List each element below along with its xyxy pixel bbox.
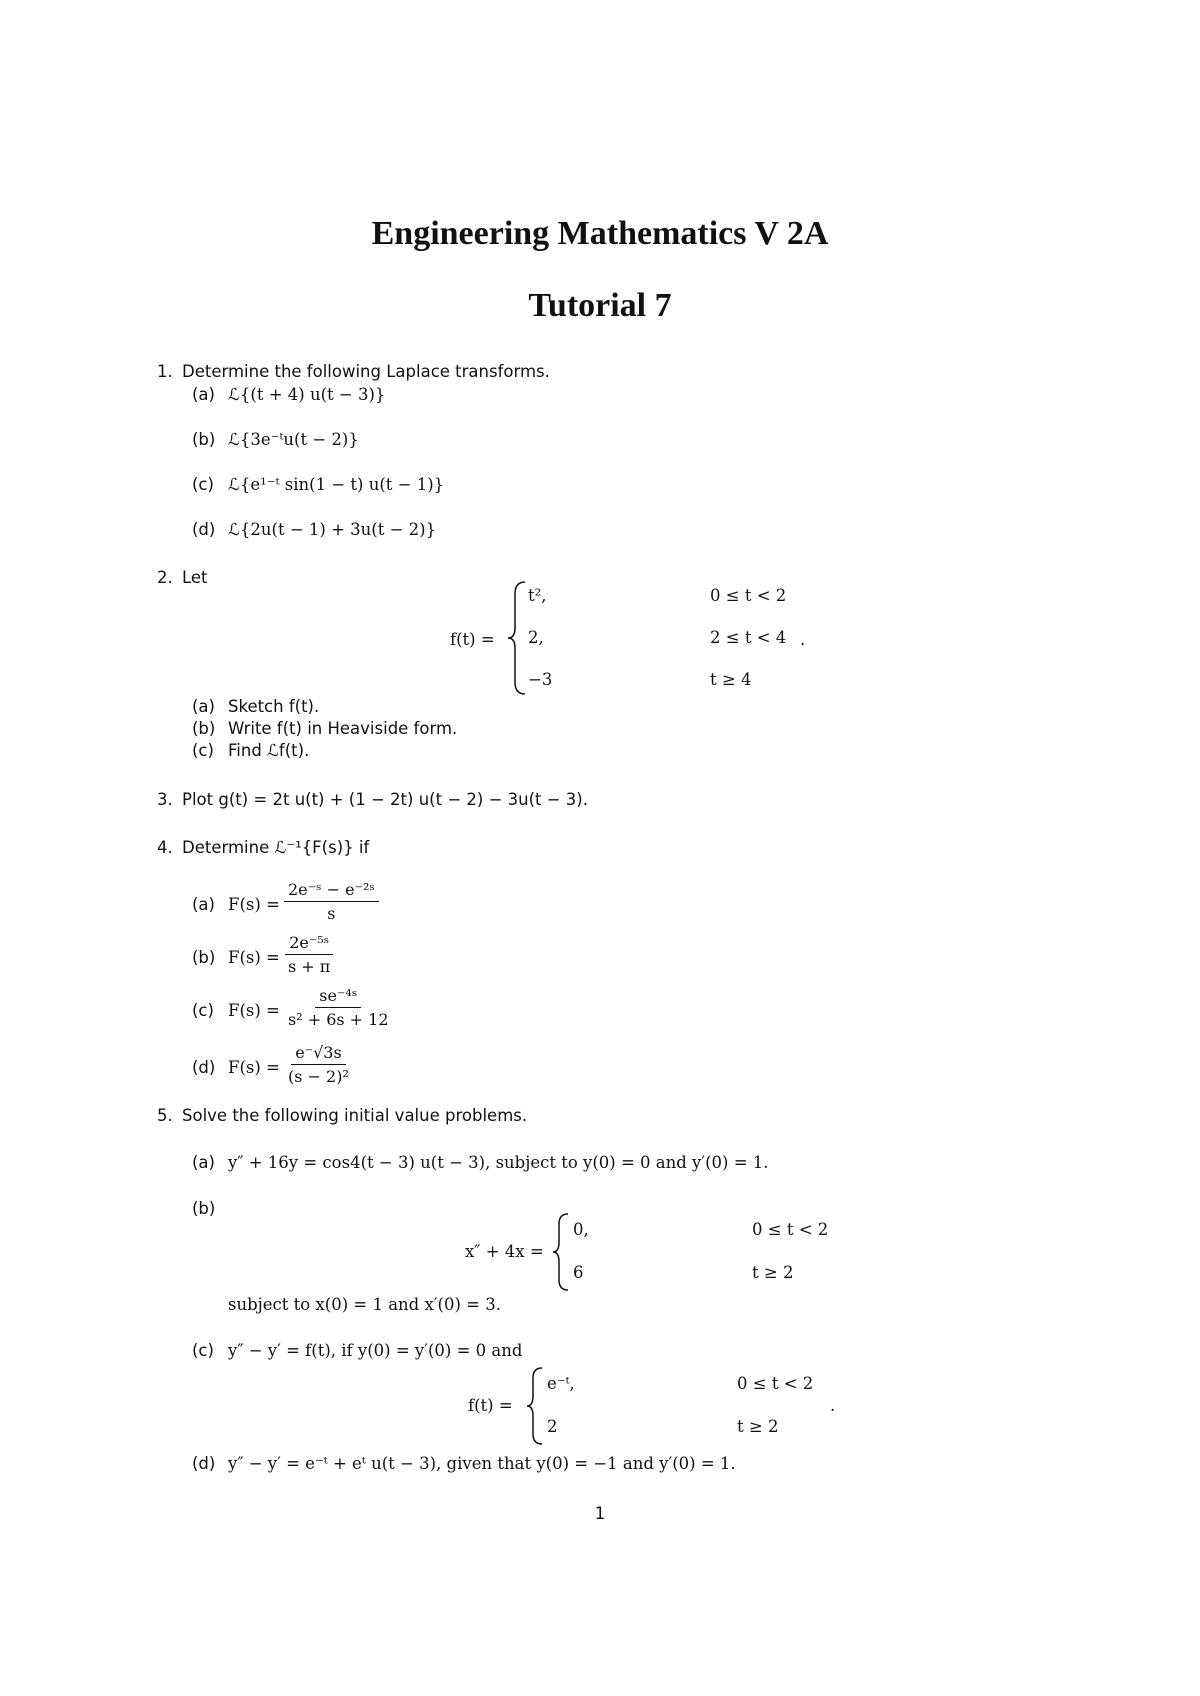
q4a-fraction bbox=[284, 880, 379, 923]
q2-case1-value: t², bbox=[528, 586, 547, 605]
q4d-label: (d) bbox=[192, 1058, 216, 1077]
q2-end-period: . bbox=[800, 630, 806, 649]
q5c-label: (c) bbox=[192, 1341, 214, 1360]
q5c-text: y″ − y′ = f(t), if y(0) = y′(0) = 0 and bbox=[228, 1341, 523, 1360]
q2-lhs: f(t) = bbox=[450, 630, 495, 649]
q5c-end-period: . bbox=[830, 1396, 836, 1415]
q4a-numerator: 2e⁻ˢ − e⁻²ˢ bbox=[284, 880, 379, 902]
q4c-label: (c) bbox=[192, 1001, 214, 1020]
q5c-lhs: f(t) = bbox=[468, 1396, 513, 1415]
q4b-fraction bbox=[284, 933, 334, 976]
q4c-numerator: se⁻⁴ˢ bbox=[315, 986, 361, 1008]
q1d-expr: ℒ{2u(t − 1) + 3u(t − 2)} bbox=[228, 520, 437, 539]
q2b-text: Write f(t) in Heaviside form. bbox=[228, 719, 458, 738]
q5a-label: (a) bbox=[192, 1153, 215, 1172]
tutorial-title: Tutorial 7 bbox=[528, 287, 672, 324]
q5c-case2-cond: t ≥ 2 bbox=[737, 1417, 779, 1436]
q2c-text: Find ℒf(t). bbox=[228, 741, 310, 760]
left-brace-icon bbox=[550, 1212, 574, 1292]
q2c-label: (c) bbox=[192, 741, 214, 760]
q2-text: Let bbox=[182, 568, 208, 587]
q2-number: 2. bbox=[157, 568, 173, 587]
q4c-fraction bbox=[284, 986, 393, 1029]
q3-number: 3. bbox=[157, 790, 173, 809]
q2-case2-cond: 2 ≤ t < 4 bbox=[710, 628, 787, 647]
q5d-text: y″ − y′ = e⁻ᵗ + eᵗ u(t − 3), given that y(0) = −1 and y′(0) = 1. bbox=[228, 1454, 736, 1473]
q4d-fraction bbox=[284, 1043, 353, 1086]
q3-text: Plot g(t) = 2t u(t) + (1 − 2t) u(t − 2) − 3u(t − 3). bbox=[182, 790, 588, 809]
q5c-case2-value: 2 bbox=[547, 1417, 558, 1436]
q5b-subject: subject to x(0) = 1 and x′(0) = 3. bbox=[228, 1295, 501, 1314]
q1d-label: (d) bbox=[192, 520, 216, 539]
q5b-case2-value: 6 bbox=[573, 1263, 584, 1282]
q4d-numerator: e⁻√3s bbox=[291, 1043, 346, 1065]
q4a-lhs: F(s) = bbox=[228, 895, 280, 914]
course-title: Engineering Mathematics V 2A bbox=[371, 215, 829, 252]
q2-case2-value: 2, bbox=[528, 628, 544, 647]
q5b-case1-value: 0, bbox=[573, 1220, 589, 1239]
q1b-expr: ℒ{3e⁻ᵗu(t − 2)} bbox=[228, 430, 359, 449]
q4c-denominator: s² + 6s + 12 bbox=[288, 1010, 389, 1029]
q4b-label: (b) bbox=[192, 948, 216, 967]
q5b-lhs: x″ + 4x = bbox=[465, 1242, 544, 1261]
q1c-expr: ℒ{e¹⁻ᵗ sin(1 − t) u(t − 1)} bbox=[228, 475, 445, 494]
q2a-text: Sketch f(t). bbox=[228, 697, 320, 716]
q4c-lhs: F(s) = bbox=[228, 1001, 280, 1020]
q4-number: 4. bbox=[157, 838, 173, 857]
q5c-case1-cond: 0 ≤ t < 2 bbox=[737, 1374, 814, 1393]
q5b-case1-cond: 0 ≤ t < 2 bbox=[752, 1220, 829, 1239]
q2-case3-value: −3 bbox=[528, 670, 553, 689]
q2b-label: (b) bbox=[192, 719, 216, 738]
q1-text: Determine the following Laplace transforms. bbox=[182, 362, 550, 381]
q2-case3-cond: t ≥ 4 bbox=[710, 670, 752, 689]
q2-case1-cond: 0 ≤ t < 2 bbox=[710, 586, 787, 605]
q5-number: 5. bbox=[157, 1106, 173, 1125]
q1a-expr: ℒ{(t + 4) u(t − 3)} bbox=[228, 385, 386, 404]
q4-text: Determine ℒ⁻¹{F(s)} if bbox=[182, 838, 370, 857]
q5-text: Solve the following initial value problems. bbox=[182, 1106, 528, 1125]
q1a-label: (a) bbox=[192, 385, 215, 404]
left-brace-icon bbox=[524, 1366, 548, 1446]
q5d-label: (d) bbox=[192, 1454, 216, 1473]
q4b-denominator: s + π bbox=[288, 957, 331, 976]
q5a-text: y″ + 16y = cos4(t − 3) u(t − 3), subject to y(0) = 0 and y′(0) = 1. bbox=[228, 1153, 769, 1172]
q4b-numerator: 2e⁻⁵ˢ bbox=[285, 933, 333, 955]
q5b-case2-cond: t ≥ 2 bbox=[752, 1263, 794, 1282]
q4d-lhs: F(s) = bbox=[228, 1058, 280, 1077]
q1b-label: (b) bbox=[192, 430, 216, 449]
q4a-label: (a) bbox=[192, 895, 215, 914]
q1-number: 1. bbox=[157, 362, 173, 381]
q2a-label: (a) bbox=[192, 697, 215, 716]
q1c-label: (c) bbox=[192, 475, 214, 494]
q4b-lhs: F(s) = bbox=[228, 948, 280, 967]
q4d-denominator: (s − 2)² bbox=[288, 1067, 349, 1086]
q5b-label: (b) bbox=[192, 1199, 216, 1218]
page-number: 1 bbox=[594, 1504, 606, 1523]
q5c-case1-value: e⁻ᵗ, bbox=[547, 1374, 575, 1393]
q4a-denominator: s bbox=[327, 904, 336, 923]
